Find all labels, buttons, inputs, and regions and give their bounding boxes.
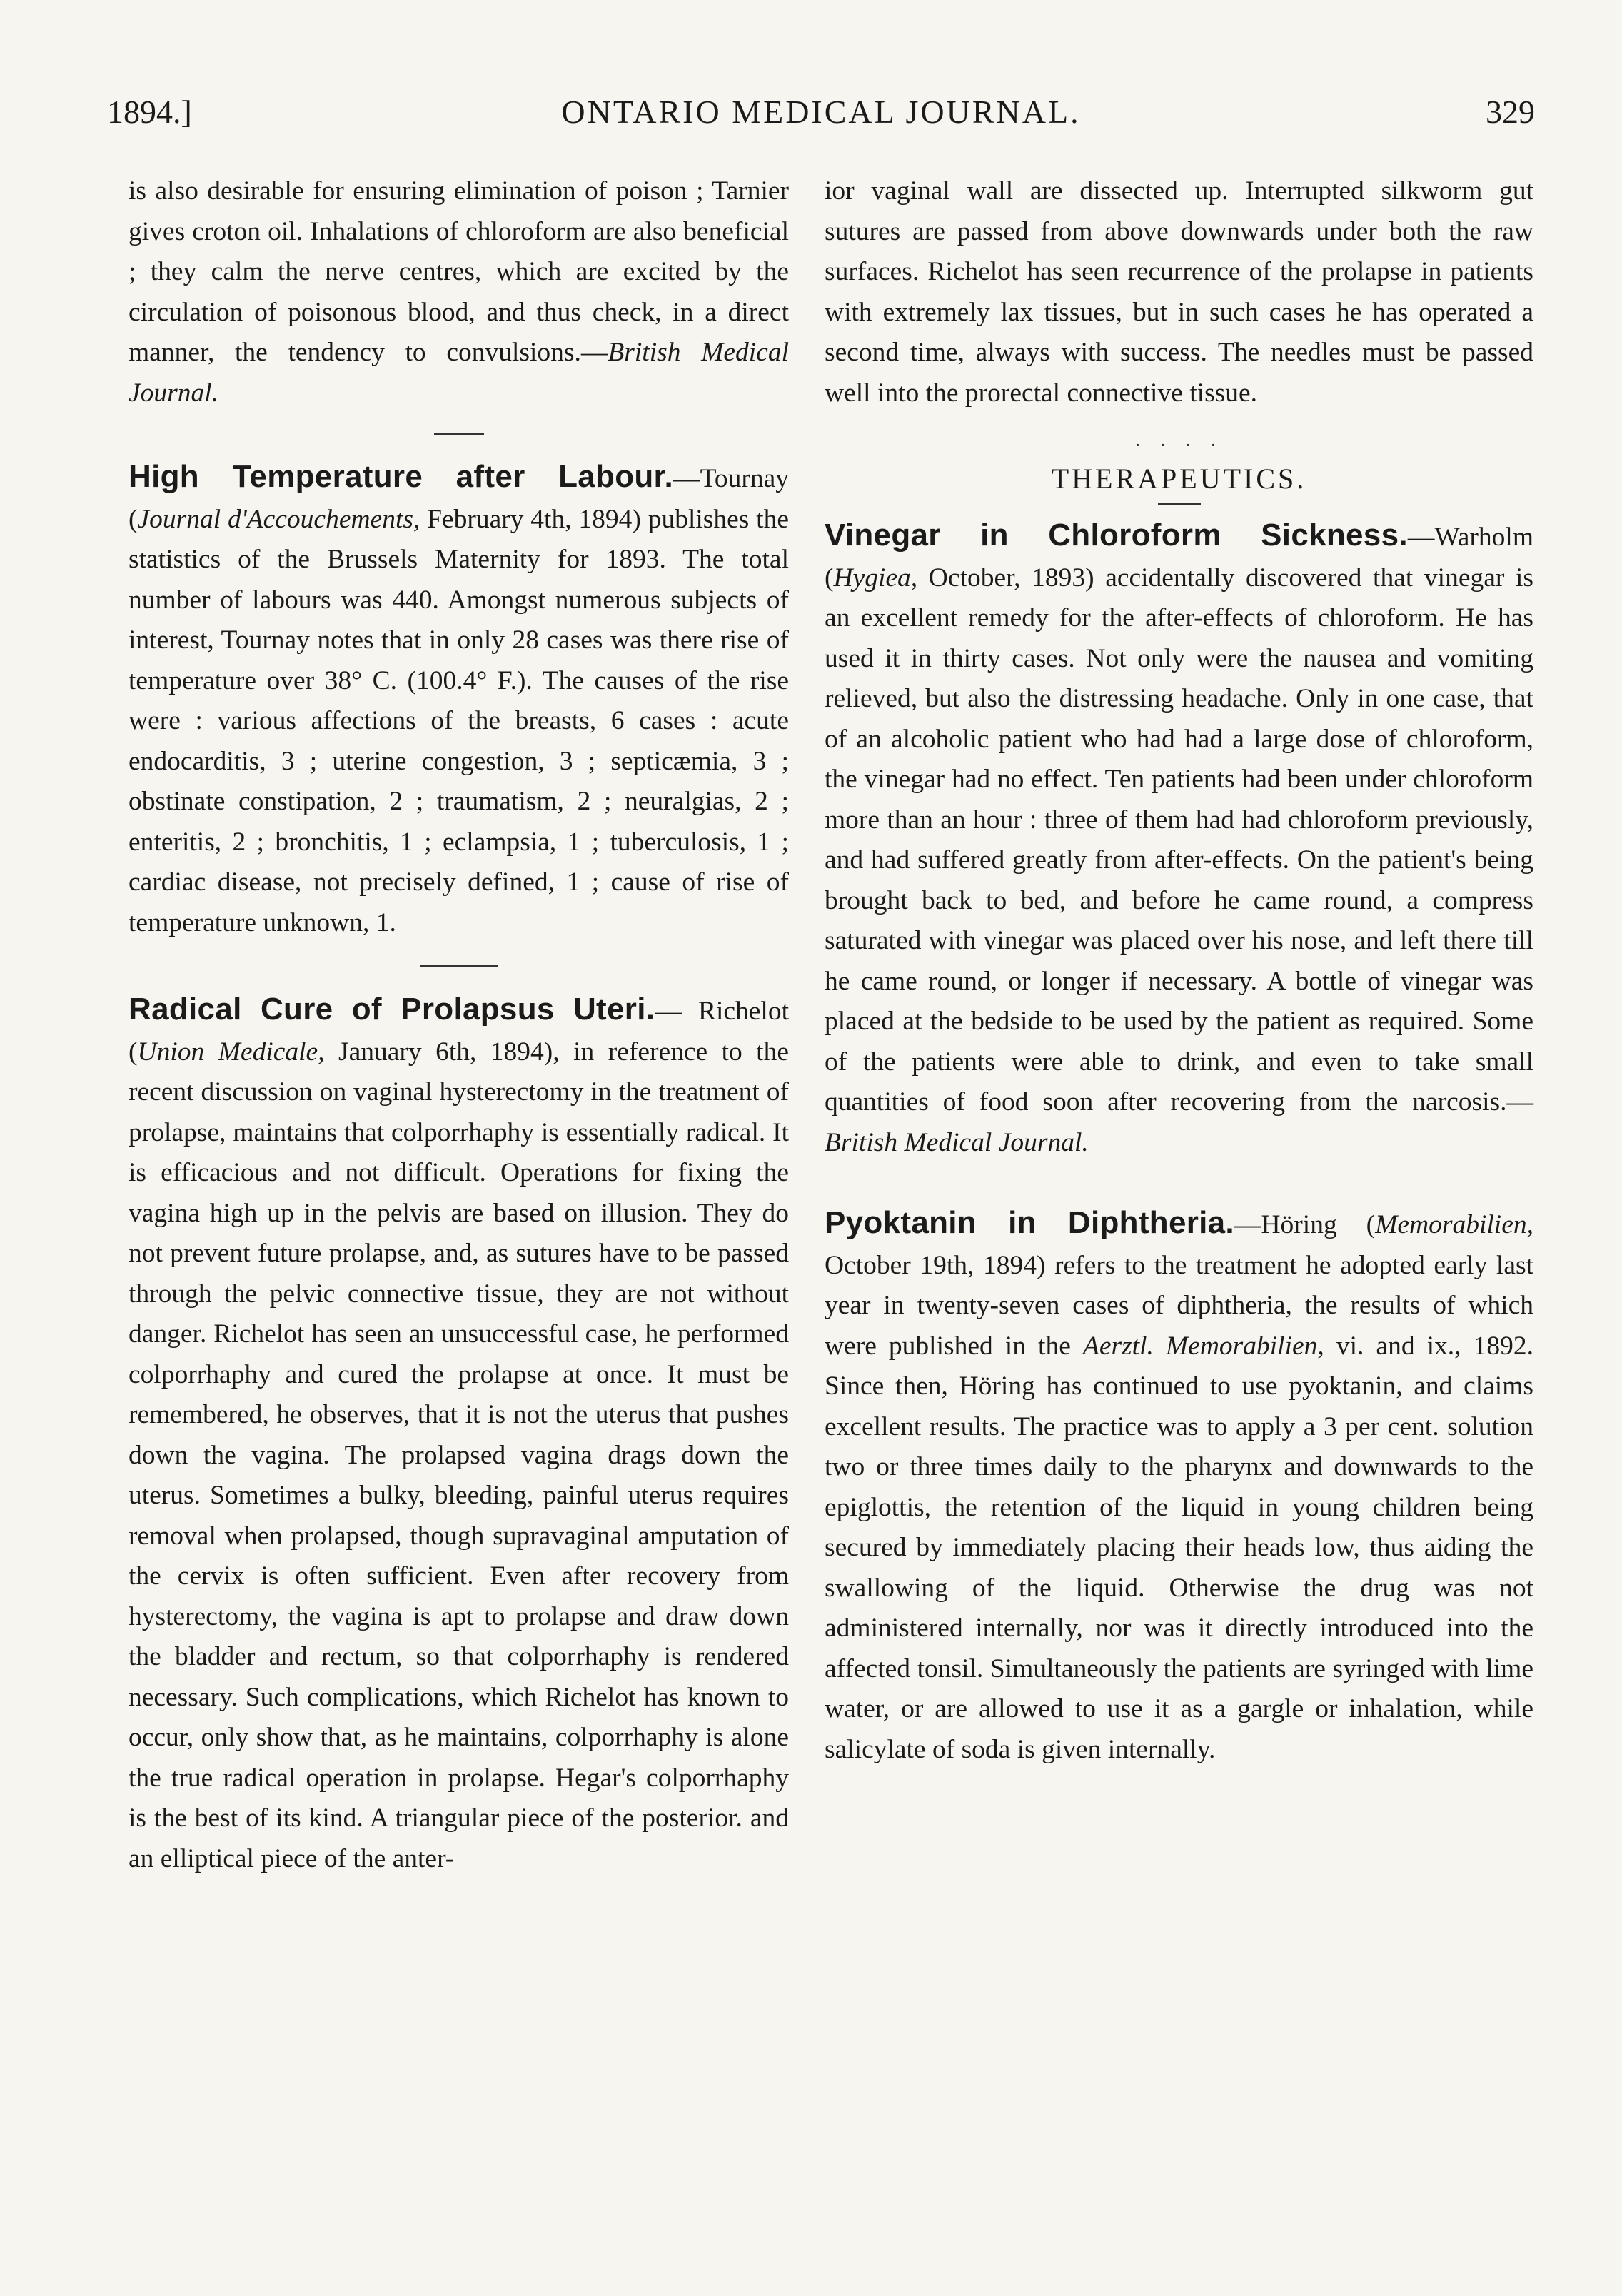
left-column <box>129 171 789 1879</box>
journal-reference: Journal d'Accouchements, <box>137 504 420 534</box>
divider <box>420 965 498 967</box>
article-heading: High Temperature after Labour. <box>129 459 674 494</box>
article-text: —Höring ( <box>1234 1210 1376 1239</box>
article-high-temperature <box>129 457 789 943</box>
article-vinegar <box>825 515 1533 1163</box>
journal-reference: Aerztl. Memorabilien, <box>1082 1331 1324 1361</box>
journal-reference: Union Medicale, <box>137 1037 325 1067</box>
source-citation: British Medical Journal. <box>129 338 789 408</box>
article-text: October 19th, 1894) refers to the treatment he adopted early last year in twenty-seven cases of diphtheria, the results of which were published in the <box>825 1250 1533 1361</box>
running-header <box>107 93 1535 150</box>
article-text: October, 1893) accidentally discovered that vinegar is an excellent remedy for the after-effects of chloroform. He has used it in thirty cases. Not only were the nausea and vomiting relieved, but also the distressing headache. Only in one case, that of an alcoholic patient who had had a large dose of chloroform, the vinegar had no effect. Ten patients had been under chloroform more than an hour : three of them had had chloroform previously, and had suffered greatly from after-effects. On the patient's being brought back to bed, and before he came round, a compress saturated with vinegar was placed over his nose, and left there till he came round, or longer if necessary. A bottle of vinegar was placed at the bedside to be used by the patient as required. Some of the patients were able to drink, and even to take small quantities of food soon after recovering from the narcosis.— <box>825 563 1533 1117</box>
header-year: 1894.] <box>107 94 192 130</box>
paragraph-text: is also desirable for ensuring elimination of poison ; Tarnier gives croton oil. Inhalations of chloroform are also beneficial ; they calm the nerve centres, which are excited by the circulation of poisonous blood, and thus check, in a direct manner, the tendency to convulsions.— <box>129 176 789 367</box>
source-citation: British Medical Journal. <box>825 1127 1089 1157</box>
article-heading: Pyoktanin in Diphtheria. <box>825 1205 1234 1240</box>
article-text: —Tournay ( <box>129 464 789 534</box>
journal-reference: Memorabilien, <box>1375 1210 1533 1239</box>
paragraph-text: ior vaginal wall are dissected up. Interrupted silkworm gut sutures are passed from above downwards under both the raw surfaces. Richelot has seen recurrence of the prolapse in patients with extremely lax tissues, but in such cases he has operated a second time, always with success. The needles must be passed well into the prorectal connective tissue. <box>825 176 1533 408</box>
divider <box>1158 503 1201 505</box>
article-prolapsus-uteri <box>129 990 789 1879</box>
paragraph-continued <box>825 171 1533 413</box>
article-heading: Radical Cure of Prolapsus Uteri. <box>129 992 655 1027</box>
article-text: —Warholm ( <box>825 523 1533 593</box>
paragraph-continued <box>129 171 789 413</box>
divider <box>434 433 484 435</box>
article-pyoktanin <box>825 1203 1533 1770</box>
right-column <box>825 171 1533 1770</box>
journal-reference: Hygiea, <box>833 563 918 593</box>
spacer <box>825 1163 1533 1192</box>
divider-dots: · · · · <box>1134 435 1224 455</box>
section-title: THERAPEUTICS. <box>1051 463 1307 495</box>
page-number: 329 <box>1486 94 1535 130</box>
spacer <box>825 1192 1533 1203</box>
article-text: February 4th, 1894) publishes the statistics of the Brussels Maternity for 1893. The total number of labours was 440. Amongst numerous subjects of interest, Tournay notes that in only 28 cases was there rise of temperature over 38° C. (100.4° F.). The causes of the rise were : various affections of the breasts, 6 cases : acute endocarditis, 3 ; uterine congestion, 3 ; septicæmia, 3 ; obstinate constipation, 2 ; traumatism, 2 ; neuralgias, 2 ; enteritis, 2 ; bronchitis, 1 ; eclampsia, 1 ; tuberculosis, 1 ; cardiac disease, not precisely defined, 1 ; cause of rise of temperature unknown, 1. <box>129 504 789 937</box>
article-text: — Richelot ( <box>129 997 789 1067</box>
journal-title: ONTARIO MEDICAL JOURNAL. <box>561 94 1081 130</box>
article-heading: Vinegar in Chloroform Sickness. <box>825 518 1408 553</box>
article-text: January 6th, 1894), in reference to the recent discussion on vaginal hysterectomy in the treatment of prolapse, maintains that colporrhaphy is essentially radical. It is efficacious and not difficult. Operations for fixing the vagina high up in the pelvis are based on illusion. They do not prevent future prolapse, and, as sutures have to be passed through the pelvic connective tissue, they are not without danger. Richelot has seen an unsuccessful case, he performed colporrhaphy and cured the prolapse at once. It must be remembered, he observes, that it is not the uterus that pushes down the vagina. The prolapsed vagina drags down the uterus. Sometimes a bulky, bleeding, painful uterus requires removal when prolapsed, though supravaginal amputation of the cervix is often sufficient. Even after recovery from hysterectomy, the vagina is apt to prolapse and draw down the bladder and rectum, so that colporrhaphy is rendered necessary. Such complications, which Richelot has known to occur, only show that, as he maintains, colporrhaphy is alone the true radical operation in prolapse. Hegar's colporrhaphy is the best of its kind. A triangular piece of the posterior. and an elliptical piece of the anter- <box>129 1037 789 1873</box>
article-text: vi. and ix., 1892. Since then, Höring has continued to use pyoktanin, and claims excellent results. The practice was to apply a 3 per cent. solution two or three times daily to the pharynx and downwards to the epiglottis, the retention of the liquid in young children being secured by immediately placing their heads low, thus aiding the swallowing of the liquid. Otherwise the drug was not administered internally, nor was it directly introduced into the affected tonsil. Simultaneously the patients are syringed with lime water, or are allowed to use it as a gargle or inhalation, while salicylate of soda is given internally. <box>825 1331 1533 1764</box>
